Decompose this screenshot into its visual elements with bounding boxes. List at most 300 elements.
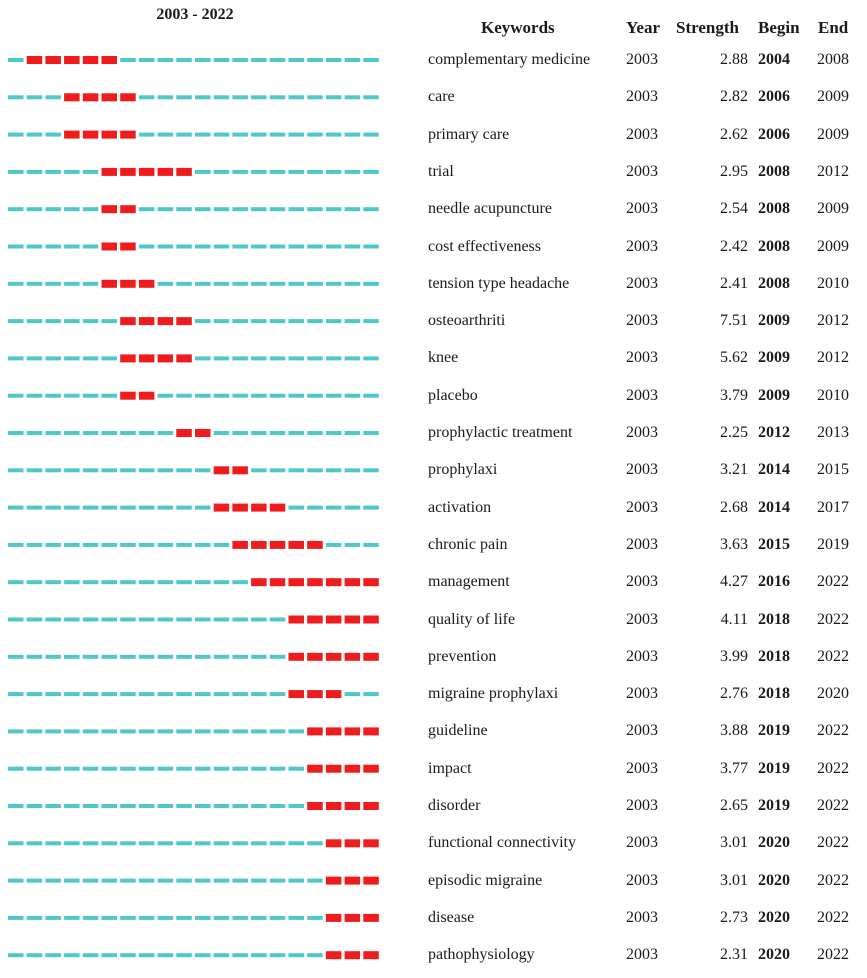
timeline-segment bbox=[363, 170, 379, 174]
timeline-segment bbox=[64, 729, 80, 733]
timeline-segment bbox=[45, 543, 61, 547]
timeline-segment bbox=[8, 319, 24, 323]
timeline-segment bbox=[45, 394, 61, 398]
end-cell: 2022 bbox=[817, 871, 849, 889]
keyword-cell: functional connectivity bbox=[428, 834, 576, 852]
begin-cell: 2016 bbox=[758, 573, 790, 591]
timeline-segment bbox=[45, 729, 61, 733]
timeline-segment bbox=[139, 58, 155, 62]
timeline-segment bbox=[214, 804, 230, 808]
timeline-segment bbox=[102, 692, 118, 696]
timeline-segment bbox=[158, 692, 174, 696]
keyword-cell: complementary medicine bbox=[428, 51, 591, 68]
burst-row-2 bbox=[8, 93, 379, 101]
year-cell: 2003 bbox=[626, 759, 658, 777]
timeline-segment bbox=[102, 543, 118, 547]
timeline-segment bbox=[158, 767, 174, 771]
burst-timeline-chart bbox=[0, 0, 400, 978]
burst-row-16 bbox=[8, 616, 379, 624]
burst-segment bbox=[251, 504, 267, 512]
timeline-segment bbox=[363, 207, 379, 211]
burst-segment bbox=[120, 280, 136, 288]
strength-cell: 3.79 bbox=[720, 386, 748, 404]
timeline-segment bbox=[64, 356, 80, 360]
timeline-segment bbox=[176, 841, 192, 845]
timeline-segment bbox=[27, 170, 43, 174]
timeline-segment bbox=[83, 394, 99, 398]
timeline-segment bbox=[326, 207, 342, 211]
keyword-cell: migraine prophylaxi bbox=[428, 685, 559, 703]
timeline-segment bbox=[345, 543, 361, 547]
timeline-segment bbox=[45, 170, 61, 174]
burst-segment bbox=[363, 727, 379, 735]
timeline-segment bbox=[64, 692, 80, 696]
end-cell: 2013 bbox=[817, 424, 849, 441]
begin-cell: 2008 bbox=[758, 274, 790, 292]
timeline-segment bbox=[8, 804, 24, 808]
timeline-segment bbox=[176, 468, 192, 472]
timeline-segment bbox=[158, 543, 174, 547]
timeline-segment bbox=[307, 58, 323, 62]
timeline-segment bbox=[176, 506, 192, 510]
burst-segment bbox=[307, 727, 323, 735]
burst-segment bbox=[120, 93, 136, 101]
burst-row-4 bbox=[8, 168, 379, 176]
end-cell: 2022 bbox=[817, 908, 849, 926]
end-cell: 2017 bbox=[817, 498, 849, 516]
timeline-segment bbox=[307, 394, 323, 398]
year-cell: 2003 bbox=[626, 535, 658, 553]
timeline-segment bbox=[307, 431, 323, 435]
end-cell: 2009 bbox=[817, 88, 849, 106]
timeline-segment bbox=[326, 170, 342, 174]
timeline-segment bbox=[251, 692, 267, 696]
timeline-segment bbox=[139, 207, 155, 211]
timeline-segment bbox=[214, 282, 230, 286]
timeline-segment bbox=[176, 543, 192, 547]
strength-cell: 4.27 bbox=[720, 573, 748, 591]
timeline-segment bbox=[158, 282, 174, 286]
burst-segment bbox=[64, 56, 80, 64]
year-cell: 2003 bbox=[626, 125, 658, 143]
timeline-segment bbox=[289, 879, 305, 883]
timeline-segment bbox=[195, 767, 211, 771]
timeline-segment bbox=[64, 543, 80, 547]
keyword-cell: tension type headache bbox=[428, 274, 570, 292]
timeline-segment bbox=[195, 506, 211, 510]
burst-segment bbox=[289, 653, 305, 661]
timeline-segment bbox=[45, 356, 61, 360]
strength-cell: 2.42 bbox=[720, 237, 748, 255]
burst-segment bbox=[345, 616, 361, 624]
timeline-segment bbox=[102, 804, 118, 808]
begin-cell: 2018 bbox=[758, 685, 790, 703]
burst-segment bbox=[345, 951, 361, 959]
timeline-segment bbox=[214, 431, 230, 435]
timeline-segment bbox=[45, 468, 61, 472]
timeline-segment bbox=[195, 953, 211, 957]
timeline-segment bbox=[214, 580, 230, 584]
timeline-segment bbox=[8, 468, 24, 472]
burst-segment bbox=[195, 429, 211, 437]
timeline-segment bbox=[158, 394, 174, 398]
timeline-segment bbox=[27, 245, 43, 249]
timeline-segment bbox=[139, 953, 155, 957]
begin-cell: 2018 bbox=[758, 647, 790, 665]
timeline-segment bbox=[307, 468, 323, 472]
burst-segment bbox=[120, 131, 136, 139]
timeline-segment bbox=[345, 207, 361, 211]
burst-segment bbox=[176, 354, 192, 362]
timeline-segment bbox=[251, 207, 267, 211]
begin-cell: 2008 bbox=[758, 200, 790, 218]
keyword-cell: disorder bbox=[428, 797, 481, 814]
keyword-cell: primary care bbox=[428, 125, 510, 143]
burst-segment bbox=[289, 578, 305, 586]
timeline-segment bbox=[214, 170, 230, 174]
timeline-segment bbox=[8, 543, 24, 547]
timeline-segment bbox=[64, 618, 80, 622]
timeline-segment bbox=[195, 58, 211, 62]
end-cell: 2022 bbox=[817, 946, 849, 964]
timeline-segment bbox=[251, 394, 267, 398]
burst-segment bbox=[158, 354, 174, 362]
timeline-segment bbox=[45, 282, 61, 286]
timeline-segment bbox=[64, 879, 80, 883]
timeline-segment bbox=[83, 879, 99, 883]
timeline-segment bbox=[102, 468, 118, 472]
timeline-segment bbox=[83, 841, 99, 845]
timeline-segment bbox=[232, 245, 248, 249]
timeline-segment bbox=[83, 916, 99, 920]
timeline-segment bbox=[232, 207, 248, 211]
timeline-segment bbox=[27, 431, 43, 435]
timeline-segment bbox=[251, 356, 267, 360]
end-cell: 2022 bbox=[817, 573, 849, 591]
keyword-cell: disease bbox=[428, 908, 475, 926]
strength-cell: 2.65 bbox=[720, 797, 748, 814]
timeline-segment bbox=[232, 394, 248, 398]
timeline-segment bbox=[102, 953, 118, 957]
timeline-segment bbox=[270, 953, 286, 957]
burst-segment bbox=[270, 578, 286, 586]
timeline-segment bbox=[232, 618, 248, 622]
burst-segment bbox=[102, 243, 118, 251]
timeline-segment bbox=[8, 394, 24, 398]
timeline-segment bbox=[289, 170, 305, 174]
burst-row-25 bbox=[8, 951, 379, 959]
timeline-segment bbox=[307, 841, 323, 845]
burst-segment bbox=[158, 168, 174, 176]
end-cell: 2010 bbox=[817, 274, 849, 292]
strength-cell: 2.54 bbox=[720, 200, 748, 218]
timeline-segment bbox=[139, 543, 155, 547]
burst-segment bbox=[326, 802, 342, 810]
timeline-segment bbox=[232, 95, 248, 99]
timeline-segment bbox=[83, 953, 99, 957]
timeline-segment bbox=[176, 655, 192, 659]
timeline-segment bbox=[289, 431, 305, 435]
burst-segment bbox=[214, 466, 230, 474]
begin-cell: 2019 bbox=[758, 759, 790, 777]
burst-segment bbox=[83, 93, 99, 101]
end-cell: 2009 bbox=[817, 237, 849, 255]
timeline-segment bbox=[139, 506, 155, 510]
timeline-segment bbox=[195, 841, 211, 845]
timeline-segment bbox=[139, 729, 155, 733]
timeline-segment bbox=[158, 245, 174, 249]
timeline-segment bbox=[45, 319, 61, 323]
begin-cell: 2020 bbox=[758, 871, 790, 889]
end-cell: 2020 bbox=[817, 685, 849, 703]
begin-cell: 2008 bbox=[758, 237, 790, 255]
timeline-segment bbox=[120, 804, 136, 808]
timeline-segment bbox=[363, 319, 379, 323]
burst-segment bbox=[345, 802, 361, 810]
keyword-cell: osteoarthriti bbox=[428, 312, 506, 330]
timeline-segment bbox=[45, 655, 61, 659]
header-keywords: Keywords bbox=[481, 18, 555, 37]
year-cell: 2003 bbox=[626, 51, 658, 68]
timeline-segment bbox=[64, 394, 80, 398]
timeline-segment bbox=[27, 618, 43, 622]
timeline-segment bbox=[139, 692, 155, 696]
timeline-segment bbox=[345, 133, 361, 137]
timeline-segment bbox=[195, 655, 211, 659]
burst-segment bbox=[307, 690, 323, 698]
timeline-segment bbox=[8, 431, 24, 435]
timeline-segment bbox=[158, 953, 174, 957]
timeline-segment bbox=[363, 692, 379, 696]
timeline-segment bbox=[345, 356, 361, 360]
timeline-segment bbox=[45, 618, 61, 622]
timeline-segment bbox=[27, 916, 43, 920]
timeline-segment bbox=[214, 207, 230, 211]
timeline-segment bbox=[120, 879, 136, 883]
year-cell: 2003 bbox=[626, 424, 658, 441]
timeline-segment bbox=[214, 729, 230, 733]
timeline-segment bbox=[214, 543, 230, 547]
keyword-cell: management bbox=[428, 573, 510, 591]
strength-cell: 2.31 bbox=[720, 946, 748, 964]
burst-segment bbox=[120, 243, 136, 251]
timeline-segment bbox=[64, 506, 80, 510]
timeline-segment bbox=[27, 207, 43, 211]
timeline-segment bbox=[158, 655, 174, 659]
timeline-segment bbox=[326, 356, 342, 360]
burst-row-5 bbox=[8, 205, 379, 213]
timeline-segment bbox=[120, 692, 136, 696]
timeline-segment bbox=[158, 133, 174, 137]
burst-segment bbox=[326, 653, 342, 661]
burst-segment bbox=[345, 914, 361, 922]
timeline-segment bbox=[270, 282, 286, 286]
begin-cell: 2004 bbox=[758, 51, 790, 68]
timeline-segment bbox=[289, 356, 305, 360]
timeline-segment bbox=[345, 468, 361, 472]
burst-segment bbox=[326, 877, 342, 885]
burst-segment bbox=[27, 56, 43, 64]
burst-segment bbox=[214, 504, 230, 512]
timeline-segment bbox=[326, 394, 342, 398]
timeline-segment bbox=[345, 394, 361, 398]
keyword-cell: activation bbox=[428, 498, 492, 516]
burst-segment bbox=[326, 616, 342, 624]
timeline-segment bbox=[214, 767, 230, 771]
strength-cell: 2.68 bbox=[720, 498, 748, 516]
keyword-cell: chronic pain bbox=[428, 535, 508, 553]
burst-segment bbox=[363, 914, 379, 922]
timeline-segment bbox=[45, 207, 61, 211]
timeline-segment bbox=[307, 245, 323, 249]
year-cell: 2003 bbox=[626, 685, 658, 703]
timeline-segment bbox=[307, 879, 323, 883]
timeline-segment bbox=[363, 431, 379, 435]
timeline-segment bbox=[270, 767, 286, 771]
timeline-segment bbox=[176, 282, 192, 286]
timeline-segment bbox=[232, 58, 248, 62]
keyword-cell: needle acupuncture bbox=[428, 200, 552, 218]
burst-segment bbox=[326, 765, 342, 773]
end-cell: 2022 bbox=[817, 797, 849, 814]
timeline-segment bbox=[214, 95, 230, 99]
header-end: End bbox=[818, 18, 849, 37]
year-cell: 2003 bbox=[626, 312, 658, 330]
year-cell: 2003 bbox=[626, 162, 658, 180]
burst-segment bbox=[102, 168, 118, 176]
strength-cell: 3.01 bbox=[720, 834, 748, 852]
timeline-segment bbox=[214, 133, 230, 137]
burst-row-11 bbox=[8, 429, 379, 437]
timeline-segment bbox=[195, 394, 211, 398]
timeline-segment bbox=[176, 58, 192, 62]
strength-cell: 2.25 bbox=[720, 424, 748, 441]
burst-segment bbox=[289, 616, 305, 624]
begin-cell: 2020 bbox=[758, 946, 790, 964]
burst-row-14 bbox=[8, 541, 379, 549]
timeline-segment bbox=[120, 506, 136, 510]
burst-segment bbox=[102, 280, 118, 288]
timeline-segment bbox=[307, 170, 323, 174]
timeline-segment bbox=[251, 245, 267, 249]
timeline-segment bbox=[102, 655, 118, 659]
header-year: Year bbox=[626, 18, 660, 37]
timeline-segment bbox=[289, 804, 305, 808]
timeline-segment bbox=[307, 207, 323, 211]
timeline-segment bbox=[27, 841, 43, 845]
timeline-segment bbox=[120, 468, 136, 472]
timeline-segment bbox=[307, 319, 323, 323]
timeline-segment bbox=[270, 356, 286, 360]
timeline-segment bbox=[289, 953, 305, 957]
strength-cell: 3.99 bbox=[720, 647, 748, 665]
end-cell: 2012 bbox=[817, 162, 849, 180]
timeline-segment bbox=[345, 95, 361, 99]
burst-segment bbox=[345, 653, 361, 661]
burst-segment bbox=[120, 317, 136, 325]
timeline-segment bbox=[326, 133, 342, 137]
timeline-segment bbox=[270, 692, 286, 696]
timeline-segment bbox=[232, 879, 248, 883]
begin-cell: 2014 bbox=[758, 461, 790, 479]
end-cell: 2012 bbox=[817, 349, 849, 367]
timeline-segment bbox=[83, 618, 99, 622]
timeline-segment bbox=[195, 95, 211, 99]
header-begin: Begin bbox=[758, 18, 800, 37]
timeline-segment bbox=[176, 804, 192, 808]
timeline-segment bbox=[270, 207, 286, 211]
timeline-segment bbox=[270, 394, 286, 398]
timeline-segment bbox=[345, 319, 361, 323]
timeline-segment bbox=[83, 431, 99, 435]
timeline-segment bbox=[8, 655, 24, 659]
year-cell: 2003 bbox=[626, 871, 658, 889]
timeline-segment bbox=[27, 356, 43, 360]
timeline-segment bbox=[214, 916, 230, 920]
year-cell: 2003 bbox=[626, 200, 658, 218]
timeline-segment bbox=[27, 468, 43, 472]
begin-cell: 2006 bbox=[758, 125, 790, 143]
timeline-segment bbox=[345, 506, 361, 510]
timeline-segment bbox=[232, 767, 248, 771]
timeline-segment bbox=[139, 468, 155, 472]
timeline-segment bbox=[8, 133, 24, 137]
timeline-segment bbox=[83, 692, 99, 696]
timeline-segment bbox=[139, 767, 155, 771]
timeline-segment bbox=[251, 133, 267, 137]
timeline-segment bbox=[64, 841, 80, 845]
timeline-segment bbox=[214, 356, 230, 360]
timeline-segment bbox=[363, 543, 379, 547]
timeline-segment bbox=[45, 879, 61, 883]
timeline-segment bbox=[158, 468, 174, 472]
timeline-segment bbox=[102, 916, 118, 920]
year-cell: 2003 bbox=[626, 498, 658, 516]
burst-segment bbox=[345, 765, 361, 773]
timeline-segment bbox=[345, 282, 361, 286]
timeline-segment bbox=[120, 916, 136, 920]
timeline-segment bbox=[195, 282, 211, 286]
timeline-segment bbox=[83, 506, 99, 510]
timeline-segment bbox=[307, 356, 323, 360]
burst-row-18 bbox=[8, 690, 379, 698]
burst-segment bbox=[326, 951, 342, 959]
keyword-cell: quality of life bbox=[428, 610, 516, 628]
burst-segment bbox=[232, 504, 248, 512]
timeline-segment bbox=[139, 916, 155, 920]
burst-row-17 bbox=[8, 653, 379, 661]
timeline-segment bbox=[251, 841, 267, 845]
timeline-segment bbox=[326, 468, 342, 472]
end-cell: 2008 bbox=[817, 51, 849, 68]
timeline-segment bbox=[8, 879, 24, 883]
timeline-segment bbox=[232, 282, 248, 286]
burst-segment bbox=[83, 56, 99, 64]
timeline-segment bbox=[8, 953, 24, 957]
burst-segment bbox=[345, 578, 361, 586]
timeline-segment bbox=[102, 356, 118, 360]
timeline-segment bbox=[251, 319, 267, 323]
timeline-segment bbox=[139, 580, 155, 584]
year-cell: 2003 bbox=[626, 834, 658, 852]
timeline-segment bbox=[232, 729, 248, 733]
timeline-segment bbox=[8, 692, 24, 696]
header-strength: Strength bbox=[676, 18, 739, 37]
burst-segment bbox=[139, 354, 155, 362]
burst-segment bbox=[363, 839, 379, 847]
timeline-segment bbox=[83, 356, 99, 360]
burst-segment bbox=[326, 690, 342, 698]
